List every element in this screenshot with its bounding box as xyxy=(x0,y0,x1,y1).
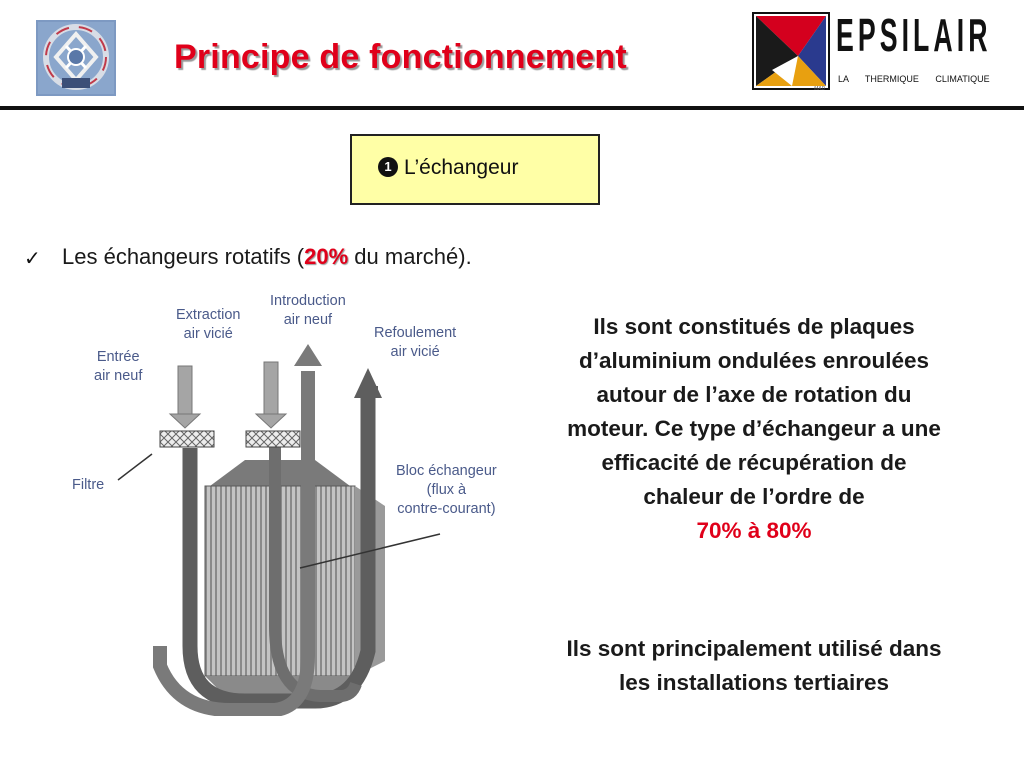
organization-logo xyxy=(36,20,116,96)
main-point-text: Les échangeurs rotatifs ( xyxy=(62,244,305,269)
extraction-arrow-stem xyxy=(178,366,192,416)
exchanger-diagram xyxy=(60,286,540,716)
brand-tagline: LA THERMIQUE CLIMATIQUE xyxy=(838,74,990,84)
checkmark-icon: ✓ xyxy=(24,248,41,270)
main-point-text-end: du marché). xyxy=(348,244,472,269)
section-label: L’échangeur xyxy=(404,156,519,179)
description-usage: Ils sont principalement utilisé dans les installations tertiaires xyxy=(566,636,942,695)
brand-mark-text: MAD xyxy=(814,86,826,92)
section-number: 1 xyxy=(384,159,392,174)
label-entree: Entrée air neuf xyxy=(94,349,143,384)
introduction-top-arrow-icon xyxy=(294,344,322,366)
efficiency-highlight: 70% à 80% xyxy=(696,518,812,543)
extraction-arrow-icon xyxy=(170,414,200,428)
page-title: Principe de fonctionnement xyxy=(174,38,627,76)
filter-right xyxy=(246,431,300,447)
filter-left xyxy=(160,431,214,447)
introduction-arrow-stem xyxy=(264,362,278,416)
label-extraction: Extraction air vicié xyxy=(176,307,241,342)
main-point xyxy=(62,244,472,270)
description-text: Ils sont constitués de plaques d’aluminium ondulées enroulées autour de l’axe de rotation du moteur. Ce type d’échangeur a une efficacité de récupération de chaleur de l’ordre de xyxy=(567,314,941,509)
market-share-highlight: 20% xyxy=(304,244,349,269)
header-divider xyxy=(0,106,1024,110)
label-filtre: Filtre xyxy=(72,477,105,493)
filter-leader-line xyxy=(118,454,152,480)
label-introduction: Introduction air neuf xyxy=(270,293,346,328)
label-bloc-echangeur: Bloc échangeur (flux à contre-courant) xyxy=(396,463,497,517)
introduction-arrow-icon xyxy=(256,414,286,428)
description-block xyxy=(566,310,942,548)
label-refoulement: Refoulement air vicié xyxy=(374,325,457,360)
brand-name: EPSILAIR xyxy=(836,9,992,61)
